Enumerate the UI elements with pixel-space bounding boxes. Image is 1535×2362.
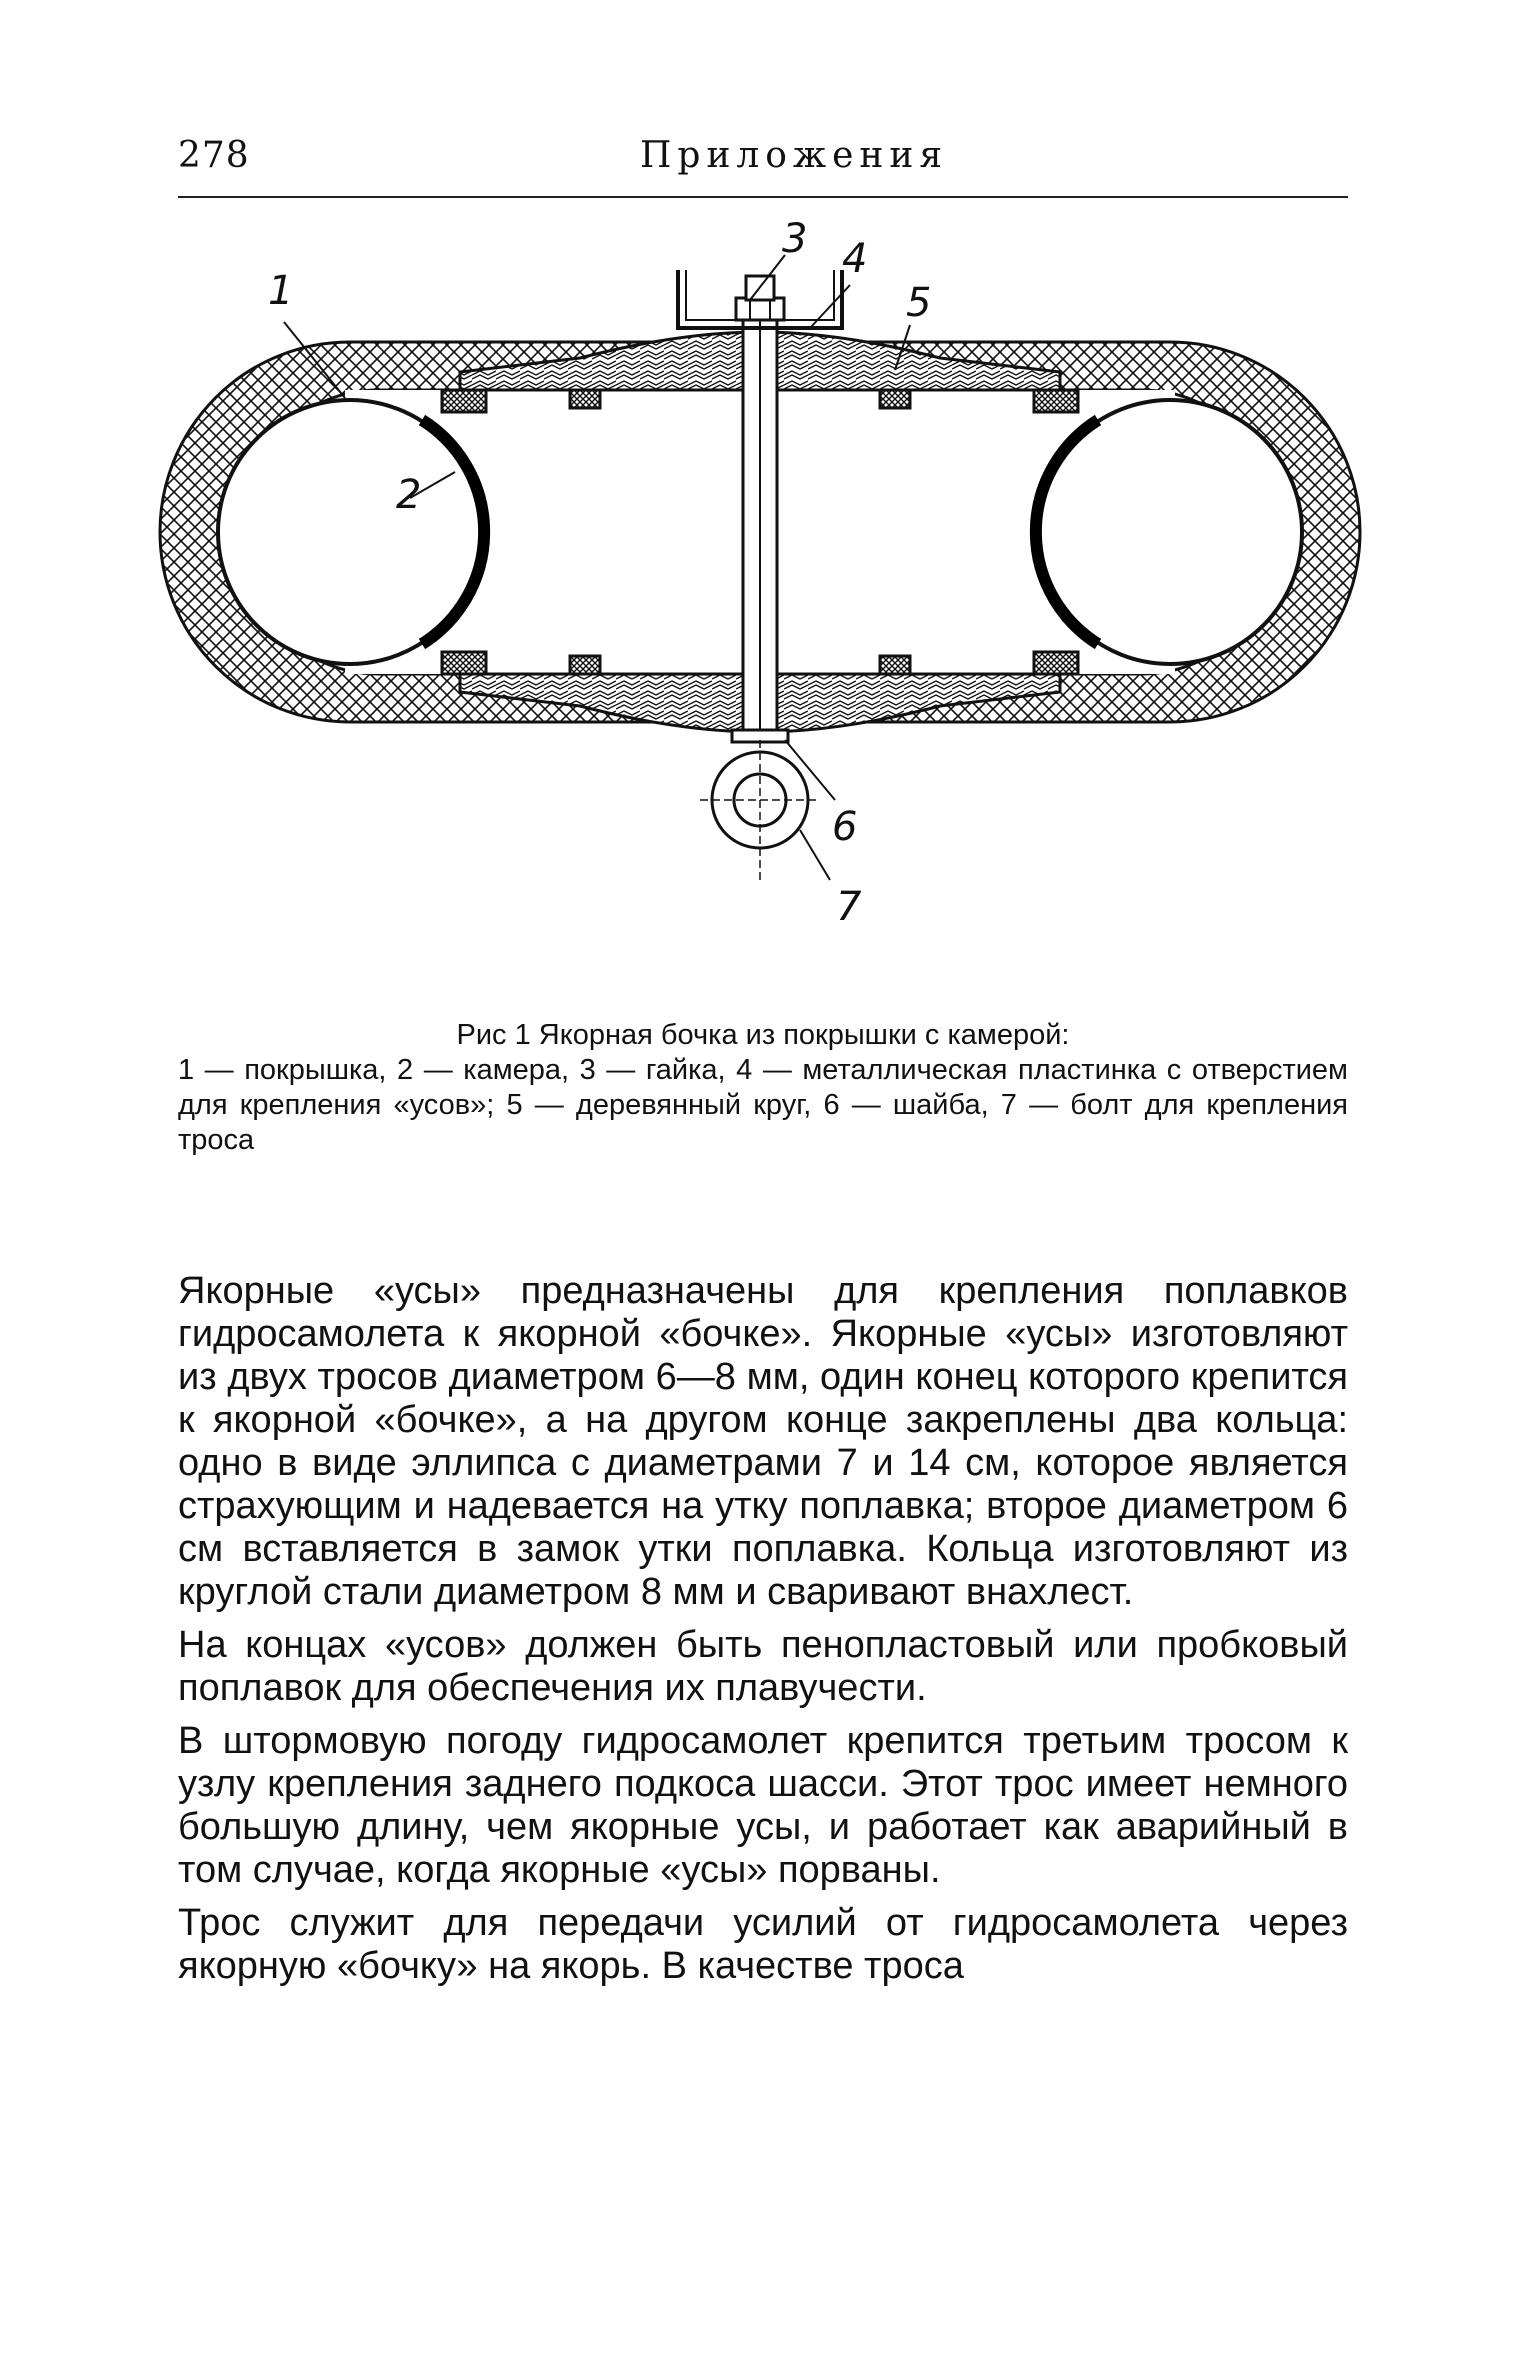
small-pad xyxy=(570,656,600,674)
figure-label-6: 6 xyxy=(832,804,858,850)
caption-legend: 1 — покрышка, 2 — камера, 3 — гайка, 4 — металлическая пластинка с отверстием для крепления «усов»; 5 — деревянный круг, 6 — шайба, 7 — болт для крепления троса xyxy=(178,1054,1348,1156)
anchor-buoy-drawing xyxy=(160,216,1360,1000)
anchor-buoy-figure xyxy=(160,216,1360,1000)
figure-label-2: 2 xyxy=(396,472,422,518)
bead-clip xyxy=(442,390,486,412)
figure-label-7: 7 xyxy=(836,884,862,930)
figure-label-1: 1 xyxy=(268,268,294,314)
figure-label-4: 4 xyxy=(842,236,868,282)
figure-label-5: 5 xyxy=(906,280,932,326)
figure-caption xyxy=(178,1018,1348,1158)
figure-label-3: 3 xyxy=(782,216,808,262)
paragraph: На концах «усов» должен быть пенопластовый или пробковый поплавок для обеспечения их плавучести. xyxy=(178,1624,1348,1709)
paragraph: В штормовую погоду гидросамолет крепится третьим тросом к узлу крепления заднего подкоса шасси. Этот трос имеет немного большую длину, чем якорные усы, и работает как аварийный в том случае, когда якорные «усы» порваны. xyxy=(178,1720,1348,1891)
bead-clip xyxy=(442,652,486,674)
paragraph: Трос служит для передачи усилий от гидросамолета через якорную «бочку» на якорь. В качестве троса xyxy=(178,1902,1348,1987)
paragraph: Якорные «усы» предназначены для крепления поплавков гидросамолета к якорной «бочке». Якорные «усы» изготовляют из двух тросов диаметром 6—8 мм, один конец которого крепится к якорной «бочке», а на другом конце закреплены два кольца: одно в виде эллипса с диаметрами 7 и 14 см, которое является страхующим и надевается на утку поплавка; второе диаметром 6 см вставляется в замок утки поплавка. Кольца изготовляют из круглой стали диаметром 8 мм и сваривают внахлест. xyxy=(178,1270,1348,1613)
small-pad xyxy=(570,390,600,408)
small-pad xyxy=(880,656,910,674)
running-head: Приложения xyxy=(640,135,949,176)
page-number: 278 xyxy=(178,135,250,176)
bead-clip xyxy=(1034,390,1078,412)
small-pad xyxy=(880,390,910,408)
caption-title: Рис 1 Якорная бочка из покрышки с камерой: xyxy=(456,1019,1070,1051)
body-text xyxy=(178,1270,1348,1998)
bead-clip xyxy=(1034,652,1078,674)
header-rule xyxy=(178,196,1348,198)
